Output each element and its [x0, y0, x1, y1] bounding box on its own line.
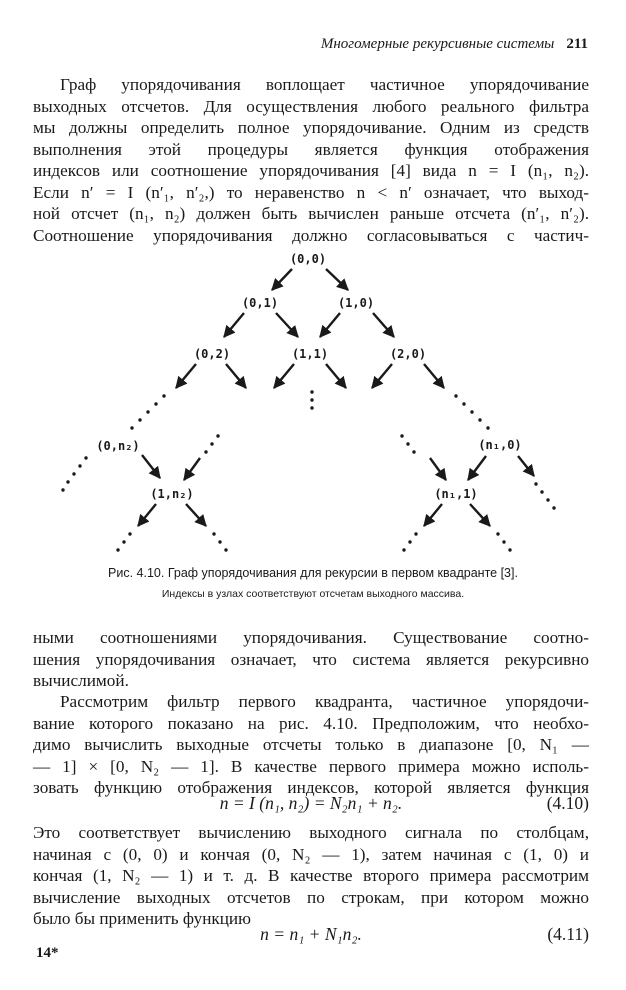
arrow — [373, 313, 394, 337]
text-line: выходных отсчетов. Для осуществления любого реального фильтра — [33, 96, 589, 116]
node-1-0: (1,0) — [337, 296, 375, 310]
node-n1-0: (n₁,0) — [478, 438, 522, 452]
arrow — [276, 313, 298, 337]
signature-mark: 14* — [36, 945, 59, 961]
paragraph-3 — [33, 691, 589, 799]
equation-expression: n = n₁ + N₁n₂. — [260, 924, 362, 944]
text-line: Граф упорядочивания воплощает частичное упорядочивание — [60, 75, 589, 94]
arrow — [272, 269, 292, 290]
arrow — [274, 364, 294, 388]
text-line: Рассмотрим фильтр первого квадранта, частичное упорядочи- — [60, 692, 589, 711]
node-n1-1: (n₁,1) — [434, 487, 478, 501]
text-line: кончая (1, N₂ — 1) и т. д. В качестве второго примера рассмотрим — [33, 866, 589, 885]
node-0-2: (0,2) — [193, 347, 231, 361]
text-line: вычислимой. — [33, 671, 129, 690]
node-0-n2: (0,n₂) — [96, 439, 140, 453]
arrow — [176, 364, 196, 388]
text-line: зовать функцию отображения индексов, которой является функция — [33, 778, 589, 797]
arrow — [430, 458, 446, 480]
text-line: — 1] × [0, N₂ — 1]. В качестве первого примера можно исполь- — [33, 756, 589, 776]
text-line: вычисление выходных отсчетов по строкам, при котором можно — [33, 887, 589, 907]
text-line: Это соответствует вычислению выходного сигнала по столбцам, — [33, 823, 589, 842]
text-line: начиная с (0, 0) и кончая (0, N₂ — 1), затем начиная с (1, 0) и — [33, 844, 589, 864]
arrow — [326, 269, 348, 290]
text-line: Если n′ = I (n′₁, n′₂,) то неравенство n < n′ означает, что выход- — [33, 182, 589, 202]
arrow — [320, 313, 340, 337]
node-0-0: (0,0) — [289, 252, 327, 266]
text-line: вание которого показано на рис. 4.10. Предположим, что необхо- — [33, 713, 589, 733]
arrow — [186, 504, 206, 526]
arrow — [226, 364, 246, 388]
arrow — [138, 504, 156, 526]
paragraph-4 — [33, 822, 589, 930]
node-2-0: (2,0) — [389, 347, 427, 361]
text-line: мы должны определить полное упорядочивание. Одним из средств — [33, 118, 589, 137]
paragraph-1 — [33, 74, 589, 246]
arrow — [372, 364, 392, 388]
arrow — [326, 364, 346, 388]
text-line: димо вычислить выходные отсчеты только в диапазоне [0, N₁ — — [33, 735, 589, 754]
paragraph-2 — [33, 627, 589, 692]
text-line: выполнения этой процедуры является функция отображения — [33, 139, 589, 159]
running-header — [321, 36, 588, 53]
node-0-1: (0,1) — [241, 296, 279, 310]
text-line: шения упорядочивания означает, что система является рекурсивно — [33, 649, 589, 669]
arrow — [424, 504, 442, 526]
arrow — [142, 455, 160, 478]
page-number: 211 — [566, 36, 588, 52]
text-line: индексов или соотношение упорядочивания [4] вида n = I (n₁, n₂). — [33, 161, 589, 180]
arrow — [184, 458, 200, 480]
text-line: ными соотношениями упорядочивания. Существование соотно- — [33, 628, 589, 647]
arrow — [224, 313, 244, 337]
text-line: было бы применить функцию — [33, 909, 251, 928]
text-line: Соотношение упорядочивания должно согласовываться с частич- — [33, 225, 589, 245]
arrow — [424, 364, 444, 388]
figure-subcaption: Индексы в узлах соответствуют отсчетам выходного массива. — [161, 588, 465, 600]
arrow — [468, 456, 486, 480]
continuation-dots — [61, 390, 555, 551]
equation-label: (4.10) — [546, 793, 589, 813]
node-1-n2: (1,n₂) — [150, 487, 194, 501]
running-title: Многомерные рекурсивные системы — [320, 36, 555, 52]
arrow — [518, 456, 534, 476]
arrow — [470, 504, 490, 526]
ordering-graph-figure — [60, 240, 570, 560]
text-line: ной отсчет (n₁, n₂) должен быть вычислен раньше отсчета (n′₁, n′₂). — [33, 204, 589, 223]
equation-label: (4.11) — [547, 924, 589, 944]
figure-caption: Рис. 4.10. Граф упорядочивания для рекурсии в первом квадранте [3]. — [108, 566, 518, 580]
equation-expression: n = I (n₁, n₂) = N₂n₁ + n₂. — [219, 793, 403, 813]
node-1-1: (1,1) — [291, 347, 329, 361]
